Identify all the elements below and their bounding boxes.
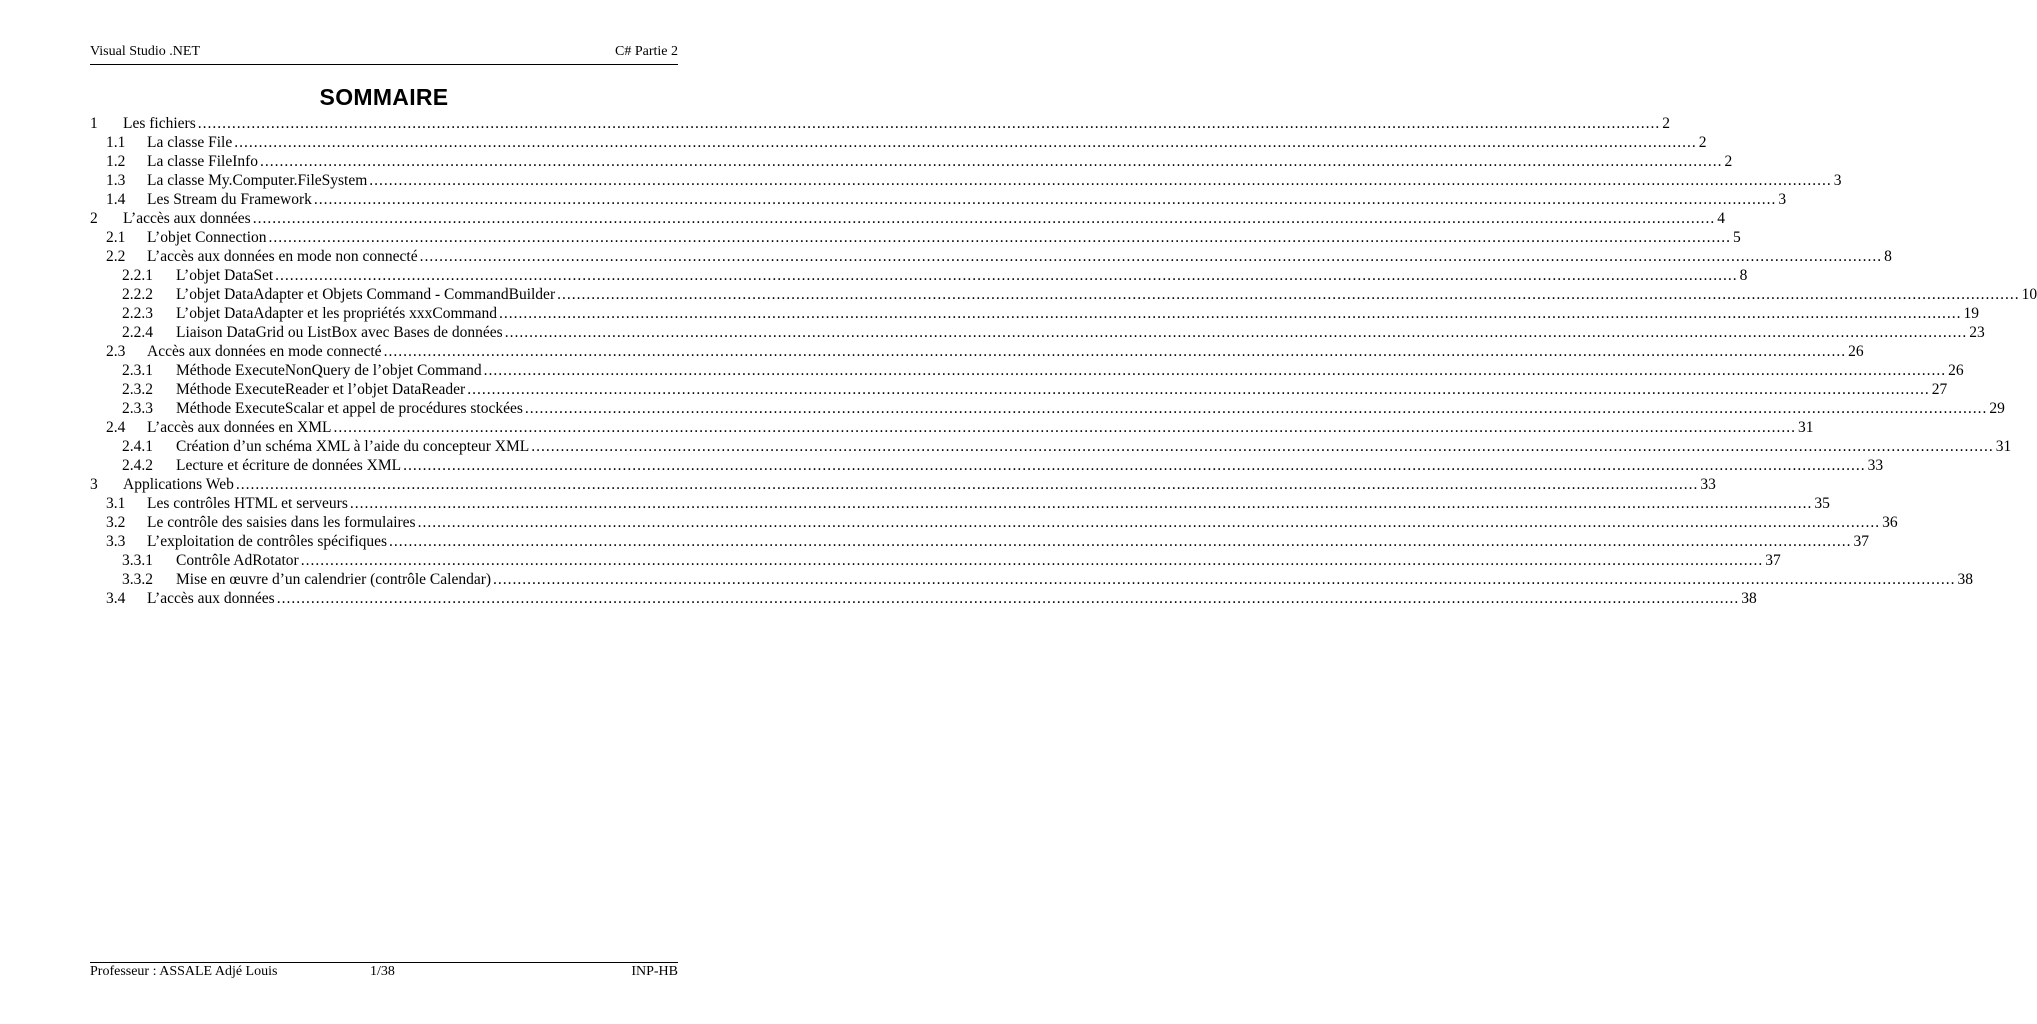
toc-entry-number: 2.1 [106,229,126,246]
toc-entry-title: La classe My.Computer.FileSystem [147,172,368,189]
toc-dot-leader: ............................................................................................................................................................................................................................................................................................................ [349,495,1813,512]
toc-entry-title: Contrôle AdRotator [176,552,299,569]
toc-entry-number: 2.2.2 [122,286,153,303]
toc-entry-page: 8 [1884,248,1892,265]
toc-entry-number: 1.2 [106,153,126,170]
toc-dot-leader: ............................................................................................................................................................................................................................................................................................................ [276,590,1740,607]
toc-entry-page: 29 [1989,400,2005,417]
toc-entry[interactable] [90,551,1781,570]
toc-entry-page: 23 [1969,324,1985,341]
toc-entry-title: L’accès aux données [123,210,251,227]
toc-entry[interactable] [90,361,1964,380]
toc-entry[interactable] [90,171,1842,190]
toc-entry-page: 38 [1957,571,1974,588]
toc-dot-leader: ............................................................................................................................................................................................................................................................................................................ [419,248,1883,265]
toc-entry-number: 3.3.1 [122,552,153,569]
toc-entry-title: L’exploitation de contrôles spécifiques [147,533,388,550]
toc-entry[interactable] [90,304,1979,323]
toc-entry-page: 5 [1733,229,1741,246]
toc-entry-title: La classe FileInfo [147,153,259,170]
toc-dot-leader: ............................................................................................................................................................................................................................................................................................................ [417,514,1881,531]
footer-institution: INP-HB [631,964,678,979]
toc-entry-title: Accès aux données en mode connecté [147,343,382,360]
toc-dot-leader: ............................................................................................................................................................................................................................................................................................................ [557,286,2020,303]
toc-entry-title: Méthode ExecuteReader et l’objet DataReader [176,381,466,398]
toc-entry-title: Lecture et écriture de données XML [176,457,402,474]
toc-dot-leader: ............................................................................................................................................................................................................................................................................................................ [483,362,1947,379]
toc-entry-title: Mise en œuvre d’un calendrier (contrôle Calendar) [176,571,492,588]
toc-entry-page: 31 [1798,419,1814,436]
toc-entry[interactable] [90,228,1741,247]
toc-entry[interactable] [90,266,1748,285]
toc-dot-leader: ............................................................................................................................................................................................................................................................................................................ [313,191,1777,208]
toc-entry-title: Création d’un schéma XML à l’aide du concepteur XML [176,438,530,455]
toc-dot-leader: ............................................................................................................................................................................................................................................................................................................ [369,172,1832,189]
toc-entry-title: Méthode ExecuteNonQuery de l’objet Command [176,362,482,379]
toc-entry-page: 33 [1700,476,1716,493]
toc-entry-title: Le contrôle des saisies dans les formulaires [147,514,416,531]
toc-entry-page: 38 [1741,590,1757,607]
toc-entry[interactable] [90,133,1707,152]
toc-dot-leader: ............................................................................................................................................................................................................................................................................................................ [403,457,1866,474]
footer-author: Professeur : ASSALE Adjé Louis [90,964,278,979]
page-footer [90,964,678,984]
page-title: SOMMAIRE [319,84,449,110]
toc-entry-title: Les contrôles HTML et serveurs [147,495,348,512]
toc-entry[interactable] [90,456,1884,475]
toc-dot-leader: ............................................................................................................................................................................................................................................................................................................ [275,267,1738,284]
toc-entry-page: 31 [1995,438,2012,455]
toc-dot-leader: ............................................................................................................................................................................................................................................................................................................ [383,343,1847,360]
toc-entry-page: 3 [1833,172,1842,189]
toc-entry[interactable] [90,380,1948,399]
toc-entry-title: La classe File [147,134,233,151]
toc-entry-title: Les fichiers [123,115,196,132]
toc-dot-leader: ............................................................................................................................................................................................................................................................................................................ [252,210,1716,227]
header-rule [90,64,678,65]
toc-entry-number: 3 [90,476,98,493]
toc-entry-number: 2.2.3 [122,305,153,322]
toc-entry-number: 2.3.1 [122,362,153,379]
toc-entry-page: 26 [1848,343,1864,360]
toc-entry[interactable] [90,437,2012,456]
toc-dot-leader: ............................................................................................................................................................................................................................................................................................................ [300,552,1764,569]
toc-entry-title: L’objet DataSet [176,267,274,284]
toc-entry-title: Applications Web [123,476,234,493]
toc-entry[interactable] [90,190,1787,209]
toc-entry[interactable] [90,285,2037,304]
toc-entry[interactable] [90,114,1670,133]
toc-entry-page: 8 [1739,267,1748,284]
toc-entry-title: L’objet DataAdapter et les propriétés xxxCommand [176,305,497,322]
toc-entry-title: L’accès aux données [147,590,275,607]
toc-entry-number: 2.2 [106,248,126,265]
toc-entry-number: 1.3 [106,172,126,189]
toc-dot-leader: ............................................................................................................................................................................................................................................................................................................ [235,476,1699,493]
toc-entry[interactable] [90,152,1733,171]
toc-entry-title: Les Stream du Framework [147,191,312,208]
toc-entry-title: L’objet DataAdapter et Objets Command - CommandBuilder [176,286,556,303]
toc-entry[interactable] [90,209,1725,228]
toc-dot-leader: ............................................................................................................................................................................................................................................................................................................ [234,134,1697,151]
toc-entry-page: 3 [1778,191,1787,208]
toc-entry-page: 2 [1698,134,1707,151]
toc-entry-title: L’accès aux données en mode non connecté [147,248,418,265]
toc-entry-number: 3.4 [106,590,126,607]
toc-dot-leader: ............................................................................................................................................................................................................................................................................................................ [467,381,1930,398]
toc-entry-number: 3.3 [106,533,126,550]
toc-entry[interactable] [90,418,1814,437]
toc-entry-number: 2.3 [106,343,126,360]
toc-entry-number: 2.4.2 [122,457,153,474]
toc-entry-number: 3.2 [106,514,126,531]
toc-entry-page: 36 [1882,514,1898,531]
footer-rule [90,962,678,963]
toc-dot-leader: ............................................................................................................................................................................................................................................................................................................ [498,305,1962,322]
toc-dot-leader: ............................................................................................................................................................................................................................................................................................................ [333,419,1797,436]
toc-entry[interactable] [90,323,1985,342]
toc-entry-page: 37 [1853,533,1870,550]
toc-entry[interactable] [90,570,1974,589]
toc-entry-title: L’objet Connection [147,229,267,246]
toc-entry-number: 2.4 [106,419,126,436]
toc-entry[interactable] [90,247,1892,266]
toc-dot-leader: ............................................................................................................................................................................................................................................................................................................ [197,115,1661,132]
footer-page-number: 1/38 [370,964,395,979]
toc-entry-title: L’accès aux données en XML [147,419,332,436]
toc-entry-page: 2 [1724,153,1733,170]
toc-entry-page: 2 [1662,115,1670,132]
toc-entry[interactable] [90,513,1898,532]
toc-entry-page: 35 [1814,495,1830,512]
toc-entry-title: Liaison DataGrid ou ListBox avec Bases de données [176,324,503,341]
toc-entry-number: 2 [90,210,98,227]
header-right-text: C# Partie 2 [615,44,678,59]
page-header [90,44,678,64]
toc-dot-leader: ............................................................................................................................................................................................................................................................................................................ [268,229,1732,246]
toc-entry-number: 2.3.2 [122,381,153,398]
toc-entry[interactable] [90,494,1830,513]
toc-entry-number: 3.1 [106,495,126,512]
toc-entry-number: 1.1 [106,134,126,151]
toc-entry-number: 2.2.4 [122,324,153,341]
toc-dot-leader: ............................................................................................................................................................................................................................................................................................................ [524,400,1988,417]
toc-entry-page: 27 [1931,381,1948,398]
toc-entry-page: 37 [1765,552,1781,569]
toc-entry[interactable] [90,399,2005,418]
table-of-contents [90,114,2037,608]
toc-dot-leader: ............................................................................................................................................................................................................................................................................................................ [389,533,1852,550]
toc-entry-page: 33 [1867,457,1884,474]
toc-entry-number: 1.4 [106,191,126,208]
toc-entry[interactable] [90,589,1757,608]
header-left-text: Visual Studio .NET [90,44,200,59]
toc-entry-page: 10 [2021,286,2037,303]
toc-entry-number: 1 [90,115,98,132]
toc-entry-number: 2.2.1 [122,267,153,284]
toc-entry-number: 2.4.1 [122,438,153,455]
toc-dot-leader: ............................................................................................................................................................................................................................................................................................................ [493,571,1956,588]
toc-entry-page: 26 [1948,362,1964,379]
toc-entry[interactable] [90,342,1864,361]
toc-entry[interactable] [90,475,1716,494]
toc-entry-page: 4 [1717,210,1725,227]
toc-dot-leader: ............................................................................................................................................................................................................................................................................................................ [504,324,1968,341]
toc-entry[interactable] [90,532,1870,551]
toc-dot-leader: ............................................................................................................................................................................................................................................................................................................ [260,153,1723,170]
toc-dot-leader: ............................................................................................................................................................................................................................................................................................................ [531,438,1994,455]
toc-entry-number: 3.3.2 [122,571,153,588]
toc-entry-page: 19 [1963,305,1979,322]
toc-entry-number: 2.3.3 [122,400,153,417]
toc-entry-title: Méthode ExecuteScalar et appel de procédures stockées [176,400,523,417]
